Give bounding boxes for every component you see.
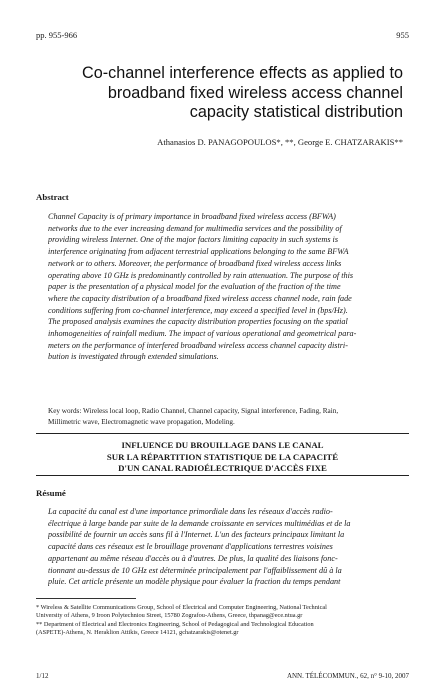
keywords xyxy=(48,406,399,427)
keywords-line: Millimetric wave, Electromagnetic wave propagation, Modeling. xyxy=(48,417,235,426)
title-line: broadband fixed wireless access channel xyxy=(107,83,403,102)
keywords-line: Key words: Wireless local loop, Radio Channel, Channel capacity, Signal interference, Fading, Rain, xyxy=(48,407,339,415)
journal-citation: ANN. TÉLÉCOMMUN., 62, n° 9-10, 2007 xyxy=(286,672,409,680)
footnotes xyxy=(36,604,409,638)
abstract-heading: Abstract xyxy=(36,192,69,202)
footnote-line: ** Department of Electrical and Electronics Engineering, School of Pedagogical and Technological Education xyxy=(36,620,314,628)
resume-line: appartenant au même réseau d'accès ou à d'autres. De plus, la qualité des liaisons fonc- xyxy=(48,553,338,563)
abstract-line: The proposed analysis examines the capacity distribution properties focusing on the spatial xyxy=(48,317,348,327)
resume-heading: Résumé xyxy=(36,488,66,498)
section-divider xyxy=(36,433,409,434)
footnote-line: University of Athens, 9 Iroon Polytechniou Street, 15780 Zografou-Athens, Greece, thpanag@ece.ntua.gr xyxy=(36,612,303,620)
paper-title xyxy=(23,64,403,123)
running-head xyxy=(36,30,409,42)
abstract-line: network or to others. Moreover, the performance of broadband fixed wireless access links xyxy=(48,258,342,268)
title-line: Co-channel interference effects as applied to xyxy=(82,64,403,82)
footnote-divider xyxy=(36,598,136,599)
abstract-line: Channel Capacity is of primary importance in broadband fixed wireless access (BFWA) xyxy=(48,212,336,221)
authors: Athanasios D. PANAGOPOULOS*, **, George E. CHATZARAKIS** xyxy=(157,137,403,147)
abstract-line: interference originating from adjacent terrestrial applications belonging to the same BFWA xyxy=(48,247,349,257)
resume-line: capacité dans ces réseaux est le brouillage provenant d'applications terrestres voisines xyxy=(48,542,333,552)
abstract-line: bution is investigated through extended simulations. xyxy=(48,352,219,362)
french-title-line: INFLUENCE DU BROUILLAGE DANS LE CANAL xyxy=(121,440,324,450)
abstract-line: conditions suffering from co-channel interference, may exceed a specified level in (bps/Hz). xyxy=(48,305,348,315)
title-line: capacity statistical distribution xyxy=(189,103,403,121)
page-number: 955 xyxy=(396,30,409,40)
french-title-line: SUR LA RÉPARTITION STATISTIQUE DE LA CAPACITÉ xyxy=(106,451,339,462)
abstract-line: meters on the performance of interfered broadband wireless access channel capacity distri- xyxy=(48,340,348,350)
abstract-line: inhomogeneities of rainfall medium. The impact of various operational and geometrical para- xyxy=(48,329,357,339)
footnote-line: (ASPETE)-Athens, N. Heraklion Attikis, Greece 14121, gchatzarakis@otenet.gr xyxy=(36,629,239,637)
french-title-line: D'UN CANAL RADIOÉLECTRIQUE D'ACCÈS FIXE xyxy=(118,463,327,473)
abstract-line: networks due to the ever increasing demand for multimedia services and the possibility of xyxy=(48,223,342,233)
resume-text xyxy=(48,506,399,588)
footnote-line: * Wireless & Satellite Communications Group, School of Electrical and Computer Engineering, National Technical xyxy=(36,604,327,611)
abstract-line: where the capacity distribution of a broadband fixed wireless access channel node, rain fade xyxy=(48,293,352,303)
resume-line: possibilité de fournir un accès sans fil à l'Internet. L'un des facteurs principaux limitant la xyxy=(48,530,345,540)
footer-page: 1/12 xyxy=(36,672,49,680)
abstract-line: operating above 10 GHz is predominantly controlled by rain attenuation. The purpose of this xyxy=(48,270,354,280)
abstract-line: providing wireless Internet. One of the major factors limiting capacity in such systems is xyxy=(48,235,339,245)
french-title xyxy=(36,440,409,475)
section-divider xyxy=(36,475,409,476)
abstract-line: paper is the presentation of a physical model for the evaluation of the fraction of the time xyxy=(48,282,341,292)
resume-line: pluie. Cet article présente un modèle physique pour évaluer la fraction du temps pendant xyxy=(48,577,341,587)
abstract-text xyxy=(48,211,399,363)
page-range: pp. 955-966 xyxy=(36,30,78,40)
resume-line: La capacité du canal est d'une importance primordiale dans les réseaux d'accès radio- xyxy=(48,507,333,516)
resume-line: électrique à large bande par suite de la demande croissante en services multimédias et de la xyxy=(48,518,351,528)
resume-line: tionnant au-dessus de 10 GHz est déterminée principalement par l'affaiblissement dû à la xyxy=(48,565,342,575)
